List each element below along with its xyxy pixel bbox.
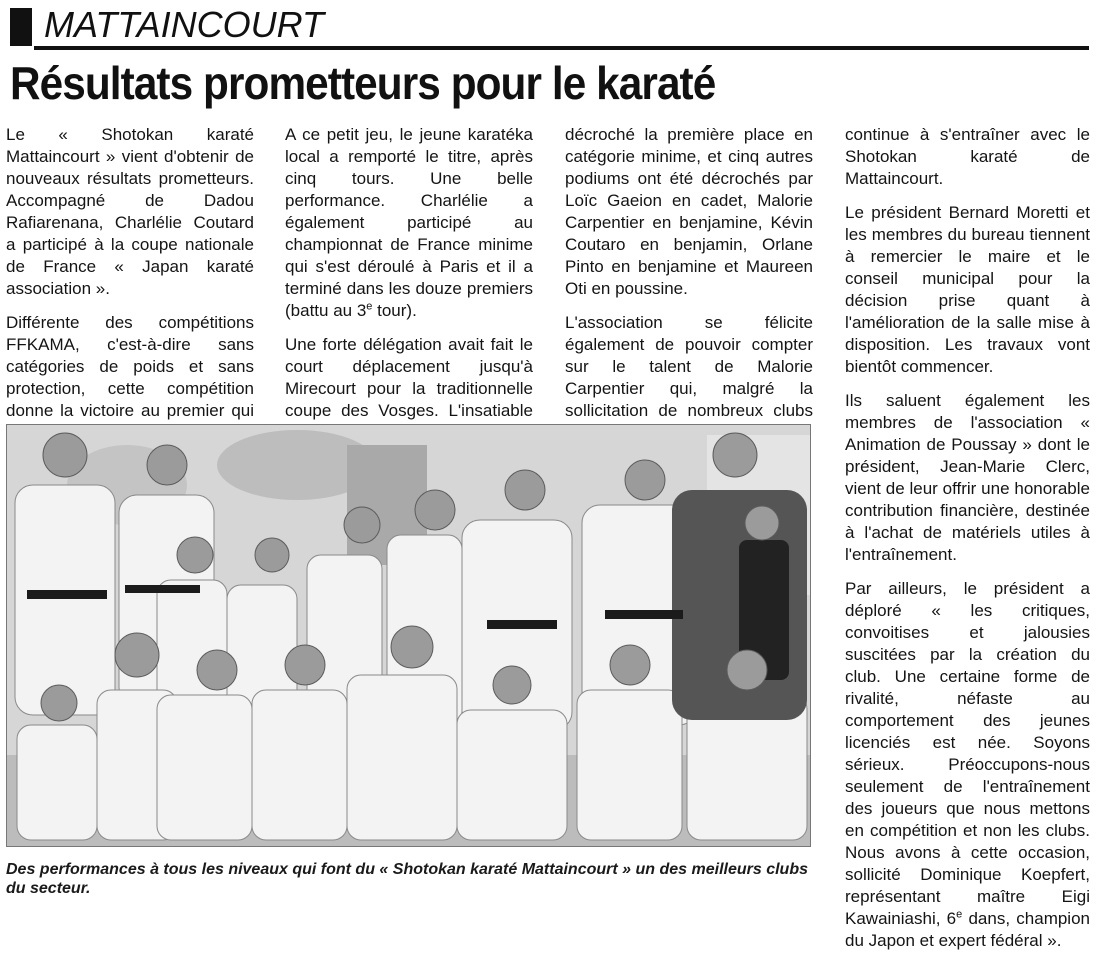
ordinal-suffix: e [956, 908, 963, 921]
paragraph: Le « Shotokan karaté Mattaincourt » vient d'obtenir de nouveaux résultats prometteurs. Accompagné de Dadou Rafiarenana, Charlélie Coutard a participé à la coupe nationale de France « Japan karaté association ». [6, 125, 254, 298]
paragraph: décroché la première place en catégorie minime, et cinq autres podiums ont été décrochés par Loïc Gaeion en cadet, Malorie Carpentier en benjamine, Kévin Coutaro en benjamin, Orlane Pinto en benjamine et Maureen Oti en poussine. [565, 125, 813, 298]
ordinal-suffix: e [366, 300, 373, 313]
paragraph [285, 124, 533, 322]
photo-caption: Des performances à tous les niveaux qui font du « Shotokan karaté Mattaincourt » un des meilleurs clubs du secteur. [6, 861, 808, 897]
article-column-2 [285, 124, 533, 456]
paragraph: Le président Bernard Moretti et les membres du bureau tiennent à remercier le maire et le conseil municipal pour la décision prise quant à l'amélioration de la salle mise à disposition. Les travaux vont bientôt commencer. [845, 203, 1090, 376]
paragraph-text: tour). [372, 301, 417, 320]
header-rule [34, 46, 1089, 50]
paragraph: Ils saluent également les membres de l'association « Animation de Poussay » dont le président, Jean-Marie Clerc, vient de leur offrir une honorable contribution financière, destinée à l'achat de matériels utiles à l'entraînement. [845, 391, 1090, 564]
paragraph: Une forte délégation avait fait le court déplacement jusqu'à Mirecourt pour la traditionnelle coupe des Vosges. L'insatiable [285, 335, 533, 420]
paragraph [845, 578, 1090, 952]
paragraph-text: Par ailleurs, le président a déploré « les critiques, convoitises et jalousies suscitées par la création du club. Une certaine forme de rivalité, néfaste au comportement des jeunes licenciés est née. Soyons sérieux. Préoccupons-nous seulement de l'entraînement des joueurs que nous mettons en compétition et non les clubs. Nous avons à cette occasion, sollicité Dominique Koepfert, représentant maître Eigi Kawainiashi, 6 [845, 579, 1090, 928]
paragraph: continue à s'entraîner avec le Shotokan karaté de Mattaincourt. [845, 125, 1090, 188]
article-column-1 [6, 124, 254, 456]
article-column-4 [845, 124, 1090, 964]
paragraph: Différente des compétitions FFKAMA, c'est-à-dire sans catégories de poids et sans protection, cette compétition donne la victoire au premier qui [6, 313, 254, 420]
section-marker [10, 8, 32, 46]
group-photo [6, 424, 811, 847]
paragraph: L'association se félicite également de pouvoir compter sur le talent de Malorie Carpentier qui, malgré la sollicitation de nombreux clubs [565, 313, 813, 420]
section-label: MATTAINCOURT [44, 4, 324, 45]
paragraph-text: dans, champion du Japon et expert fédéral ». [845, 909, 1090, 950]
article-headline: Résultats prometteurs pour le karaté [10, 57, 716, 109]
article-column-3 [565, 124, 813, 456]
paragraph-text: A ce petit jeu, le jeune karatéka local a remporté le titre, après cinq tours. Une belle performance. Charlélie a également participé au championnat de France minime qui s'est déroulé à Paris et il a terminé dans les douze premiers (battu au 3 [285, 125, 533, 320]
